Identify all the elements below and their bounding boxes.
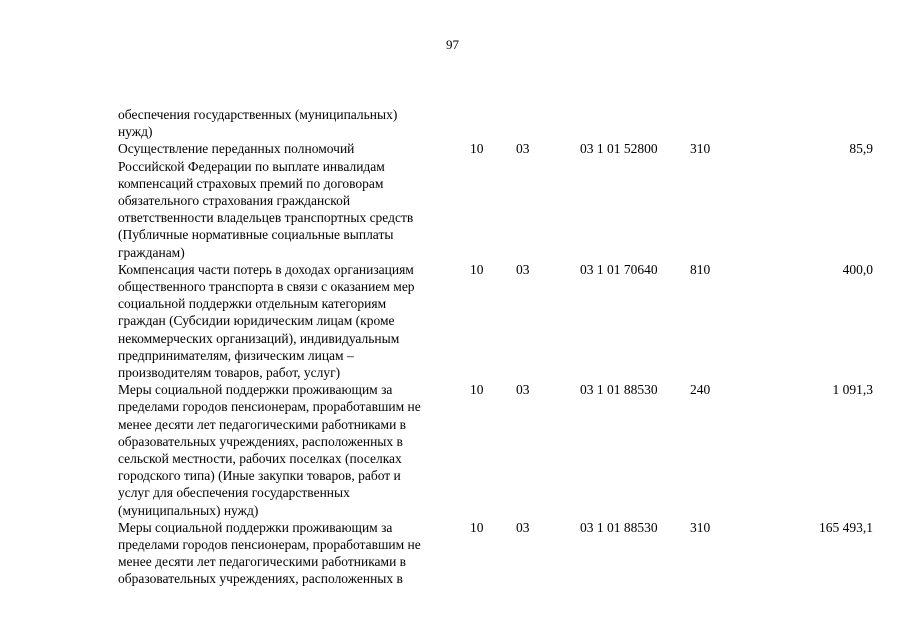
budget-table bbox=[118, 106, 878, 588]
expense-type-code: 240 bbox=[690, 382, 711, 398]
table-row bbox=[118, 140, 878, 260]
expense-type-code: 310 bbox=[690, 141, 711, 157]
page-number: 97 bbox=[446, 37, 459, 52]
target-article-code: 03 1 01 88530 bbox=[580, 382, 658, 398]
section-code: 10 bbox=[470, 261, 484, 277]
target-article-code: 03 1 01 70640 bbox=[580, 261, 658, 277]
subsection-code: 03 bbox=[516, 261, 530, 277]
amount: 400,0 bbox=[842, 261, 873, 277]
row-description: обеспечения государственных (муниципальных) нужд) bbox=[118, 107, 398, 140]
target-article-code: 03 1 01 88530 bbox=[580, 519, 658, 535]
expense-type-code: 310 bbox=[690, 519, 711, 535]
row-description: Меры социальной поддержки проживающим за пределами городов пенсионерам, проработавшим не менее десяти лет педагогическими работниками в образовательных учреждениях, расположенных в сельской местности, рабочих поселках (поселках городского типа) (Иные закупки товаров, работ и услуг для обеспечения государственных (муниципальных) нужд) bbox=[118, 382, 421, 518]
subsection-code: 03 bbox=[516, 382, 530, 398]
row-description: Компенсация части потерь в доходах организациям общественного транспорта в связи с оказанием мер социальной поддержки отдельным категориям граждан (Субсидии юридическим лицам (кроме некоммерческих организаций), индивидуальным предпринимателям, физическим лицам – производителям товаров, работ, услуг) bbox=[118, 261, 415, 381]
row-description: Осуществление переданных полномочий Российской Федерации по выплате инвалидам компенсаций страховых премий по договорам обязательного страхования гражданской ответственности владельцев транспортных средств (Публичные нормативные социальные выплаты гражданам) bbox=[118, 141, 414, 260]
amount: 165 493,1 bbox=[819, 519, 873, 535]
section-code: 10 bbox=[470, 382, 484, 398]
section-code: 10 bbox=[470, 141, 484, 157]
section-code: 10 bbox=[470, 519, 484, 535]
amount: 85,9 bbox=[849, 141, 873, 157]
row-description: Меры социальной поддержки проживающим за пределами городов пенсионерам, проработавшим не менее десяти лет педагогическими работниками в образовательных учреждениях, расположенных в bbox=[118, 519, 421, 587]
expense-type-code: 810 bbox=[690, 261, 711, 277]
table-row bbox=[118, 381, 878, 519]
subsection-code: 03 bbox=[516, 141, 530, 157]
table-row bbox=[118, 519, 878, 588]
subsection-code: 03 bbox=[516, 519, 530, 535]
table-row bbox=[118, 261, 878, 381]
target-article-code: 03 1 01 52800 bbox=[580, 141, 658, 157]
table-row bbox=[118, 106, 878, 140]
amount: 1 091,3 bbox=[832, 382, 873, 398]
